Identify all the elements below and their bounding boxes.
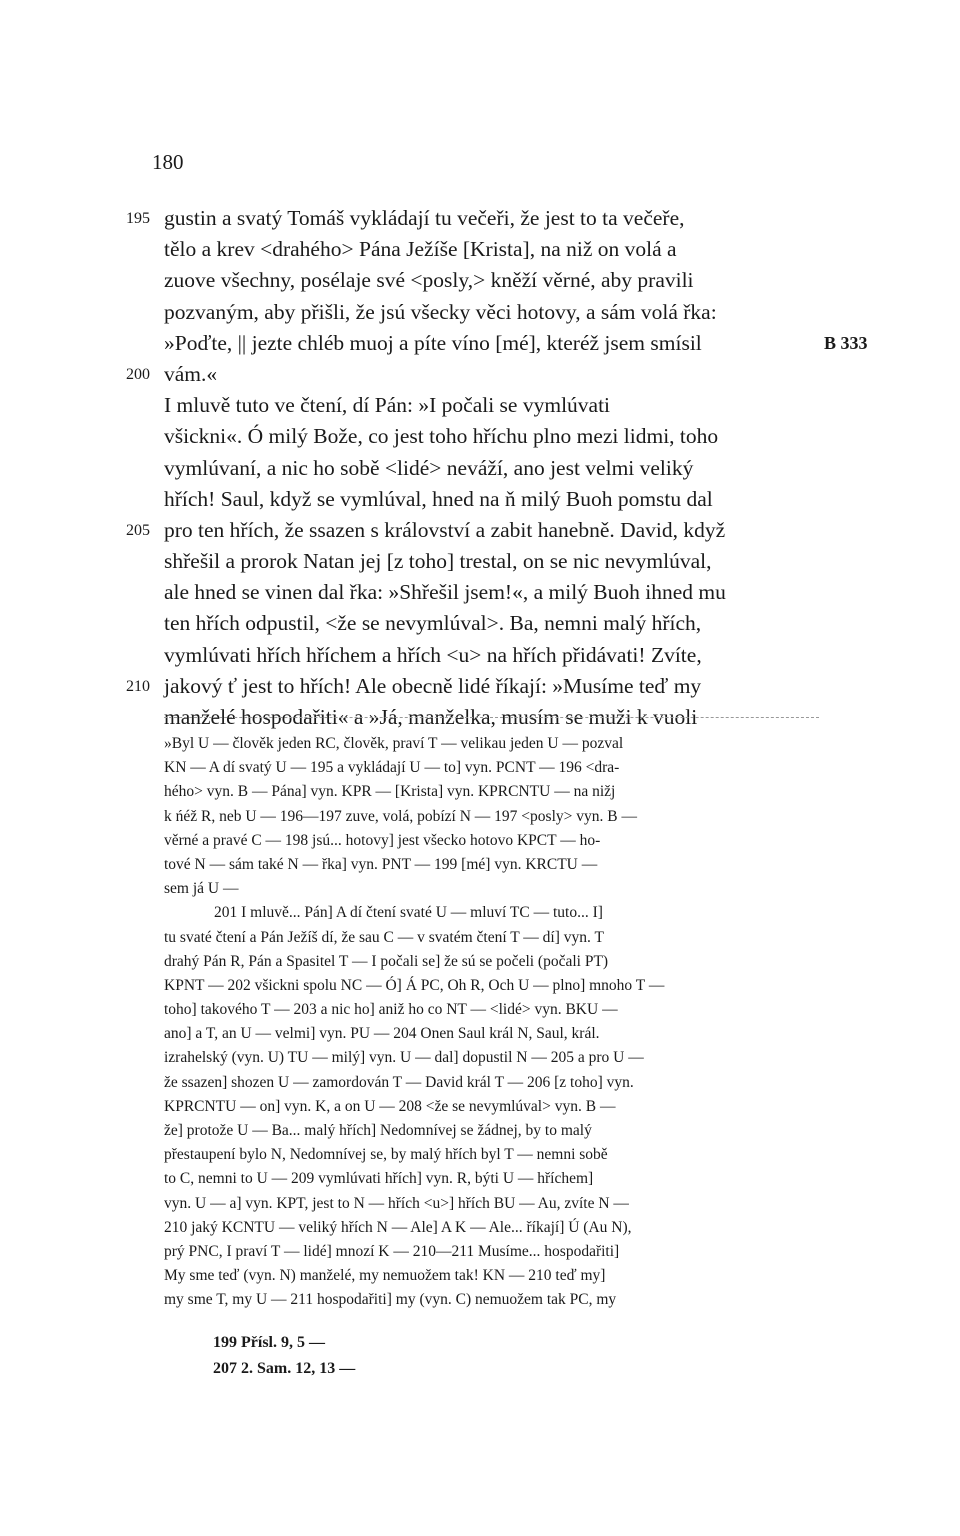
line-text: gustin a svatý Tomáš vykládají tu večeři, že jest to ta večeře, bbox=[164, 206, 685, 230]
text-line bbox=[126, 328, 868, 359]
apparatus-line: sem já U — bbox=[164, 880, 239, 898]
apparatus-line: my sme T, my U — 211 hospodařiti] my (vyn. C) nemuožem tak PC, my bbox=[164, 1291, 617, 1309]
apparatus-line: to C, nemni to U — 209 vymlúvati hřích] vyn. R, býti U — hříchem] bbox=[164, 1170, 594, 1188]
text-line bbox=[126, 546, 826, 577]
reference-line: 199 Přísl. 9, 5 — bbox=[213, 1334, 325, 1351]
line-number: 205 bbox=[126, 521, 150, 539]
text-line bbox=[126, 203, 826, 234]
biblical-references bbox=[213, 1330, 355, 1382]
apparatus-line: izrahelský (vyn. U) TU — milý] vyn. U — dal] dopustil N — 205 a pro U — bbox=[164, 1049, 644, 1067]
text-line bbox=[126, 515, 826, 546]
text-line bbox=[126, 671, 826, 702]
line-text: vymlúvaní, a nic ho sobě <lidé> neváží, ano jest velmi veliký bbox=[164, 455, 694, 480]
critical-apparatus bbox=[164, 732, 824, 1313]
text-line bbox=[126, 608, 826, 639]
line-number: 200 bbox=[126, 365, 150, 383]
apparatus-line: věrné a pravé C — 198 jsú... hotovy] jest všecko hotovo KPCT — ho- bbox=[164, 831, 601, 849]
text-line bbox=[126, 297, 826, 328]
margin-reference: B 333 bbox=[824, 332, 868, 353]
apparatus-line: 210 jaký KCNTU — veliký hřích N — Ale] A K — Ale... říkají] Ú (Au N), bbox=[164, 1218, 632, 1236]
line-text: I mluvě tuto ve čtení, dí Pán: »I počali se vymlúvati bbox=[164, 393, 611, 418]
line-text: ale hned se vinen dal řka: »Shřešil jsem!«, a milý Buoh ihned mu bbox=[164, 580, 726, 605]
apparatus-line: »Byl U — člověk jeden RC, člověk, praví T — velikau jeden U — pozval bbox=[164, 735, 624, 752]
apparatus-line: toho] takového T — 203 a nic ho] aniž ho co NT — <lidé> vyn. BKU — bbox=[164, 1001, 618, 1019]
apparatus-line: že] protože U — Ba... malý hřích] Nedomnívej se žádnej, by to malý bbox=[164, 1122, 592, 1139]
line-text: pro ten hřích, že ssazen s království a zabit hanebně. David, když bbox=[164, 517, 726, 542]
text-line bbox=[126, 484, 826, 515]
main-text bbox=[126, 203, 868, 733]
apparatus-line: KN — A dí svatý U — 195 a vykládají U — to] vyn. PCNT — 196 <dra- bbox=[164, 759, 620, 777]
line-text: vymlúvati hřích hříchem a hřích <u> na hřích přidávati! Zvíte, bbox=[164, 642, 702, 667]
apparatus-line: hého> vyn. B — Pána] vyn. KPR — [Krista] vyn. KPRCNTU — na nižj bbox=[164, 783, 616, 801]
apparatus-divider bbox=[164, 717, 819, 718]
line-text: »Poďte, || jezte chléb muoj a píte víno [mé], kteréž jsem smísil bbox=[164, 330, 702, 355]
line-text: pozvaným, aby přišli, že jsú všecky věci hotovy, a sám volá řka: bbox=[164, 299, 717, 324]
apparatus-line: tu svaté čtení a Pán Ježíš dí, že sau C — v svatém čtení T — dí] vyn. T bbox=[164, 928, 604, 946]
apparatus-line: KPNT — 202 všickni spolu NC — Ó] Á PC, Oh R, Och U — plno] mnoho T — bbox=[164, 976, 665, 994]
apparatus-line: k ńéž R, neb U — 196—197 zuve, volá, pobízí N — 197 <posly> vyn. B — bbox=[164, 807, 637, 825]
apparatus-line: 201 I mluvě... Pán] A dí čtení svaté U — mluví TC — tuto... I] bbox=[214, 904, 603, 922]
line-text: ten hřích odpustil, <že se nevymlúval>. Ba, nemni malý hřích, bbox=[164, 611, 702, 636]
line-number: 195 bbox=[126, 210, 150, 227]
apparatus-line: tové N — sám také N — řka] vyn. PNT — 199 [mé] vyn. KRCTU — bbox=[164, 855, 598, 873]
text-line bbox=[126, 359, 826, 390]
line-text: jakový ť jest to hřích! Ale obecně lidé říkají: »Musíme teď my bbox=[164, 673, 702, 698]
text-line bbox=[126, 640, 826, 671]
apparatus-line: vyn. U — a] vyn. KPT, jest to N — hřích <u>] hřích BU — Au, zvíte N — bbox=[164, 1194, 629, 1212]
reference-line: 207 2. Sam. 12, 13 — bbox=[213, 1360, 356, 1377]
page-number: 180 bbox=[152, 150, 184, 174]
apparatus-line: drahý Pán R, Pán a Spasitel T — I počali se] že sú se počeli (počali PT) bbox=[164, 952, 609, 970]
line-text: zuove všechny, posélaje své <posly,> kněží věrné, aby pravili bbox=[164, 268, 694, 293]
apparatus-line: ano] a T, an U — velmi] vyn. PU — 204 Onen Saul král N, Saul, král. bbox=[164, 1025, 600, 1043]
line-text: vám.« bbox=[164, 361, 218, 386]
line-number: 210 bbox=[126, 677, 150, 695]
text-line bbox=[126, 577, 826, 608]
apparatus-line: prý PNC, I praví T — lidé] mnozí K — 210—211 Musíme... hospodařiti] bbox=[164, 1242, 620, 1260]
line-text: tělo a krev <drahého> Pána Ježíše [Krista], na niž on volá a bbox=[164, 237, 677, 262]
apparatus-line: My sme teď (vyn. N) manželé, my nemuožem tak! KN — 210 teď my] bbox=[164, 1267, 606, 1285]
line-text: všickni«. Ó milý Bože, co jest toho hříchu plno mezi lidmi, toho bbox=[164, 424, 719, 449]
text-line bbox=[126, 234, 826, 265]
text-line bbox=[126, 421, 826, 452]
line-text: hřích! Saul, když se vymlúval, hned na ň milý Buoh pomstu dal bbox=[164, 486, 713, 511]
text-line bbox=[126, 453, 826, 484]
line-text: shřešil a prorok Natan jej [z toho] trestal, on se nic nevymlúval, bbox=[164, 549, 712, 574]
line-text: manželé hospodařiti« a »Já, manželka, musím se muži k vuoli bbox=[164, 705, 698, 729]
text-line bbox=[126, 390, 826, 421]
apparatus-line: že ssazen] shozen U — zamordován T — David král T — 206 [z toho] vyn. bbox=[164, 1073, 634, 1091]
apparatus-line: přestaupení bylo N, Nedomnívej se, by malý hřích byl T — nemni sobě bbox=[164, 1146, 608, 1164]
apparatus-line: KPRCNTU — on] vyn. K, a on U — 208 <že se nevymlúval> vyn. B — bbox=[164, 1097, 616, 1115]
text-line bbox=[126, 265, 826, 296]
